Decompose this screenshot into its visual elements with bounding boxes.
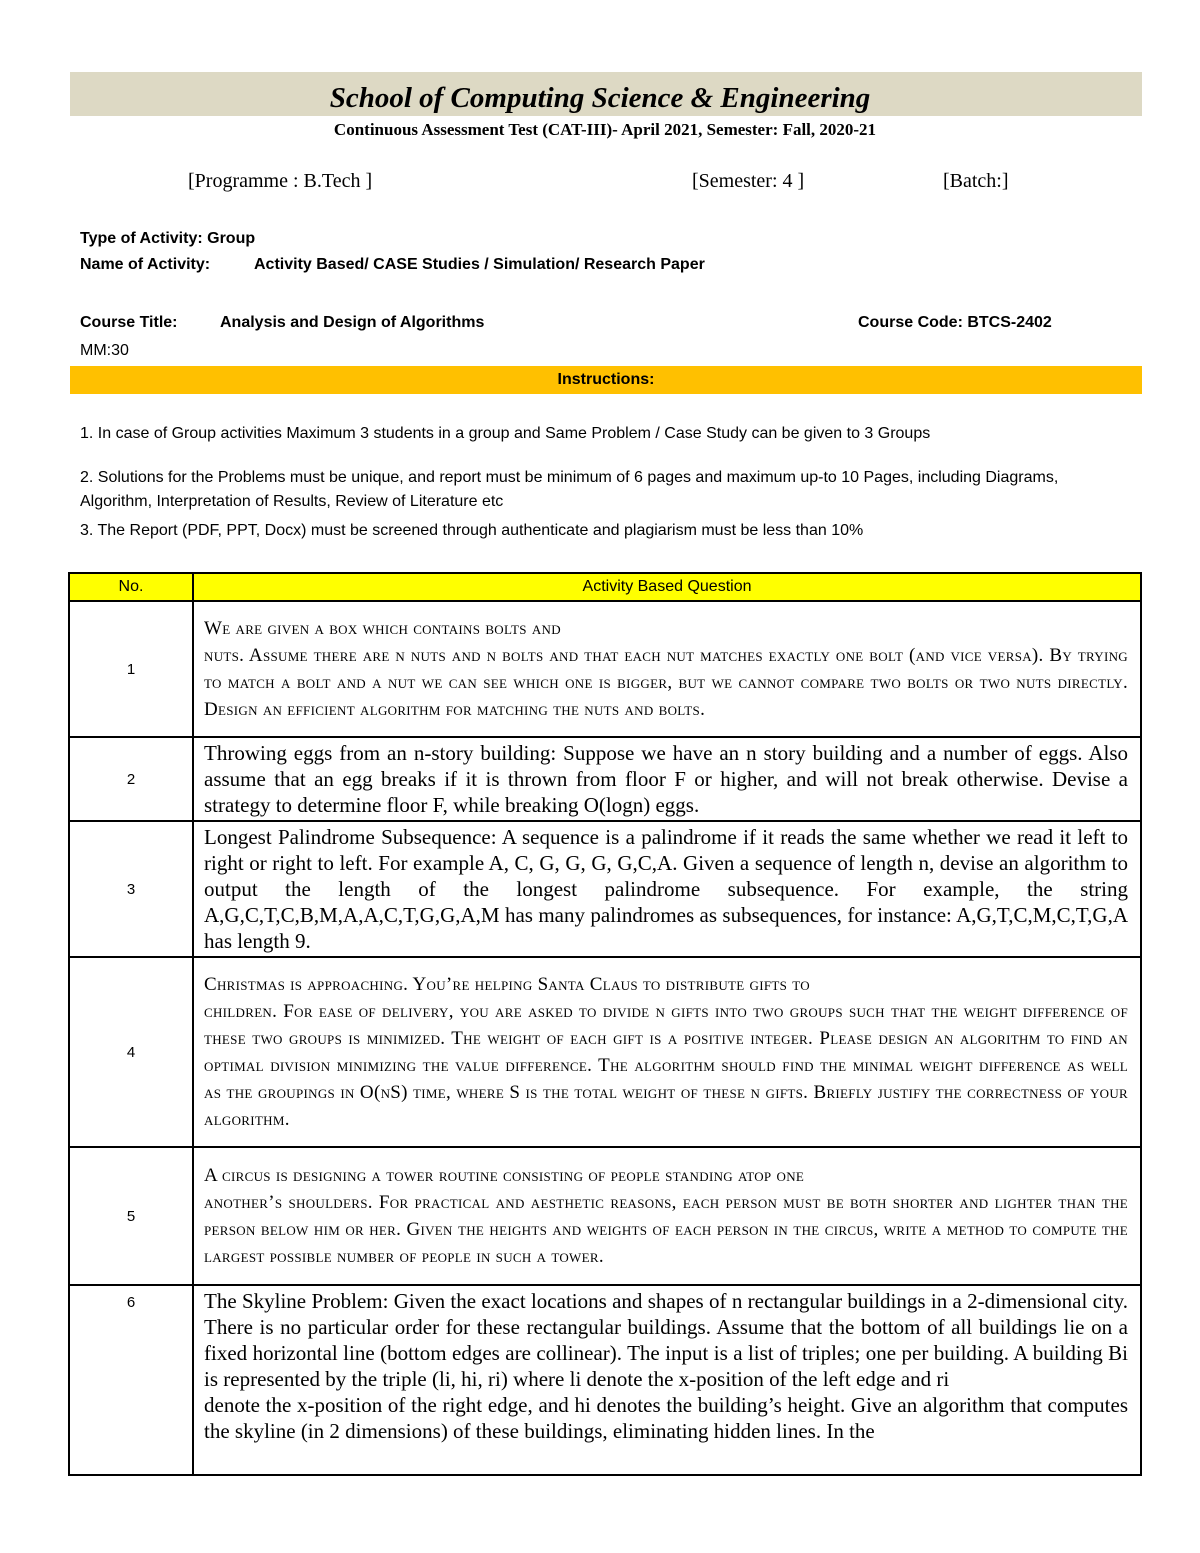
question-line: nuts. Assume there are n nuts and n bolts and that each nut matches exactly one bolt (and vice versa). By trying to match a bolt and a nut we can see which one is bigger, but we cannot compare two bolts or two nuts directly. Design an efficient algorithm for matching the nuts and bolts. xyxy=(204,645,1128,720)
table-row xyxy=(69,737,1141,821)
school-title: School of Computing Science & Engineering xyxy=(329,82,871,114)
instructions-heading: Instructions: xyxy=(70,366,1142,394)
question-text xyxy=(193,821,1141,957)
instruction-item: 2. Solutions for the Problems must be unique, and report must be minimum of 6 pages and maximum up-to 10 Pages, including Diagrams, Algorithm, Interpretation of Results, Review of Literature etc xyxy=(80,469,1059,510)
course-title-label: Course Title: xyxy=(80,314,178,331)
course-code: Course Code: BTCS-2402 xyxy=(858,314,1052,331)
question-line: another’s shoulders. For practical and aesthetic reasons, each person must be both shorter and lighter than the person below him or her. Given the heights and weights of each person in the circus, write a method to compute the largest possible number of people in such a tower. xyxy=(204,1192,1128,1267)
question-line: We are given a box which contains bolts and xyxy=(204,618,561,639)
programme-label: [Programme : B.Tech ] xyxy=(188,170,373,192)
table-row xyxy=(69,1285,1141,1475)
table-header-row xyxy=(69,573,1141,601)
column-header-no: No. xyxy=(69,573,193,601)
question-line: children. For ease of delivery, you are asked to divide n gifts into two groups such that the weight difference of these two groups is minimized. The weight of each gift is a positive integer. Please design an algorithm to find an optimal division minimizing the value difference. The algorithm should find the minimal weight difference as well as the groupings in O(nS) time, where S is the total weight of these n gifts. Briefly justify the correctness of your algorithm. xyxy=(204,1001,1128,1130)
question-line: Longest Palindrome Subsequence: A sequence is a palindrome if it reads the same whether we read it left to right or right to left. For example A, C, G, G, G, G,C,A. Given a sequence of length n, devise an algorithm to output the length of the longest palindrome subsequence. For example, the string A,G,C,T,C,B,M,A,A,C,T,G,G,A,M has many palindromes as subsequences, for instance: A,G,T,C,M,C,T,G,A has length 9. xyxy=(204,825,1128,953)
row-number: 4 xyxy=(69,957,193,1147)
row-number: 2 xyxy=(69,737,193,821)
activity-name-label: Name of Activity: xyxy=(80,256,211,273)
table-row xyxy=(69,821,1141,957)
semester-label: [Semester: 4 ] xyxy=(692,170,805,192)
test-subtitle: Continuous Assessment Test (CAT-III)- April 2021, Semester: Fall, 2020-21 xyxy=(333,120,877,139)
question-text xyxy=(193,1285,1141,1475)
question-line: denote the x-position of the right edge, and hi denotes the building’s height. Give an algorithm that computes the skyline (in 2 dimensions) of these buildings, eliminating hidden lines. In the xyxy=(204,1393,1128,1443)
row-number: 6 xyxy=(69,1285,193,1475)
column-header-question: Activity Based Question xyxy=(193,573,1141,601)
instruction-item: 3. The Report (PDF, PPT, Docx) must be screened through authenticate and plagiarism must be less than 10% xyxy=(80,522,864,539)
row-number: 3 xyxy=(69,821,193,957)
question-text xyxy=(193,957,1141,1147)
question-line: Christmas is approaching. You’re helping Santa Claus to distribute gifts to xyxy=(204,974,810,995)
table-row xyxy=(69,601,1141,737)
question-text xyxy=(193,737,1141,821)
course-title-value: Analysis and Design of Algorithms xyxy=(220,314,485,331)
activity-table xyxy=(68,572,1142,1476)
row-number: 5 xyxy=(69,1147,193,1285)
batch-label: [Batch:] xyxy=(943,170,1009,192)
question-line: The Skyline Problem: Given the exact locations and shapes of n rectangular buildings in a 2-dimensional city. There is no particular order for these rectangular buildings. Assume that the bottom of all buildings lie on a fixed horizontal line (bottom edges are collinear). The input is a list of triples; one per building. A building Bi is represented by the triple (li, hi, ri) where li denote the x-position of the left edge and ri xyxy=(204,1289,1128,1391)
question-line: A circus is designing a tower routine consisting of people standing atop one xyxy=(204,1165,805,1186)
question-line: Throwing eggs from an n-story building: Suppose we have an n story building and a number of eggs. Also assume that an egg breaks if it is thrown from floor F or higher, and will not break otherwise. Devise a strategy to determine floor F, while breaking O(logn) eggs. xyxy=(204,741,1128,817)
activity-type: Type of Activity: Group xyxy=(80,230,256,247)
max-marks: MM:30 xyxy=(80,342,129,359)
activity-name-value: Activity Based/ CASE Studies / Simulation/ Research Paper xyxy=(254,256,705,273)
instruction-item: 1. In case of Group activities Maximum 3 students in a group and Same Problem / Case Study can be given to 3 Groups xyxy=(80,425,931,442)
question-text xyxy=(193,601,1141,737)
table-row xyxy=(69,957,1141,1147)
row-number: 1 xyxy=(69,601,193,737)
table-row xyxy=(69,1147,1141,1285)
question-text xyxy=(193,1147,1141,1285)
